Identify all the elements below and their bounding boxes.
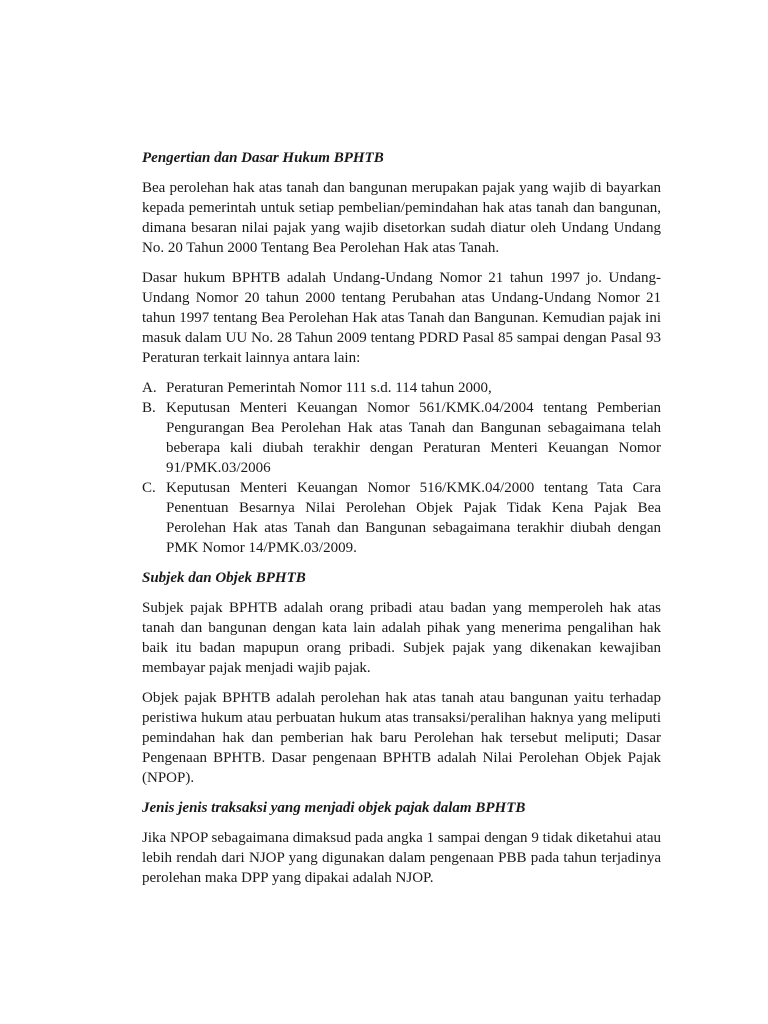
list-item	[142, 378, 661, 398]
list-item-text: Peraturan Pemerintah Nomor 111 s.d. 114 tahun 2000,	[166, 380, 492, 396]
paragraph-legal-basis: Dasar hukum BPHTB adalah Undang-Undang Nomor 21 tahun 1997 jo. Undang-Undang Nomor 20 tahun 2000 tentang Perubahan atas Undang-Undang Nomor 21 tahun 1997 tentang Bea Perolehan Hak atas Tanah dan Bangunan. Kemudian pajak ini masuk dalam UU No. 28 Tahun 2009 tentang PDRD Pasal 85 sampai dengan Pasal 93 Peraturan terkait lainnya antara lain:	[142, 270, 661, 366]
paragraph-objek: Objek pajak BPHTB adalah perolehan hak atas tanah atau bangunan yaitu terhadap peristiwa hukum atau perbuatan hukum atas transaksi/peralihan haknya yang meliputi pemindahan hak dan pemberian hak baru Perolehan hak tersebut meliputi; Dasar Pengenaan BPHTB. Dasar pengenaan BPHTB adalah Nilai Perolehan Objek Pajak (NPOP).	[142, 690, 661, 786]
list-item	[142, 398, 661, 478]
list-marker: B.	[142, 400, 156, 416]
paragraph-npop: Jika NPOP sebagaimana dimaksud pada angka 1 sampai dengan 9 tidak diketahui atau lebih rendah dari NJOP yang digunakan dalam pengenaan PBB pada tahun terjadinya perolehan maka DPP yang dipakai adalah NJOP.	[142, 830, 661, 886]
list-item-text: Keputusan Menteri Keuangan Nomor 561/KMK.04/2004 tentang Pemberian Pengurangan Bea Perolehan Hak atas Tanah dan Bangunan sebagaimana telah beberapa kali diubah terakhir dengan Peraturan Menteri Keuangan Nomor 91/PMK.03/2006	[166, 400, 661, 476]
regulation-list	[142, 378, 661, 558]
list-item-text: Keputusan Menteri Keuangan Nomor 516/KMK.04/2000 tentang Tata Cara Penentuan Besarnya Nilai Perolehan Objek Pajak Tidak Kena Pajak Bea Perolehan Hak atas Tanah dan Bangunan sebagaimana terakhir diubah dengan PMK Nomor 14/PMK.03/2009.	[166, 480, 661, 556]
section-heading-jenis-transaksi: Jenis jenis traksaksi yang menjadi objek pajak dalam BPHTB	[142, 800, 526, 816]
paragraph-subjek: Subjek pajak BPHTB adalah orang pribadi atau badan yang memperoleh hak atas tanah dan bangunan dengan kata lain adalah pihak yang menerima pengalihan hak baik itu badan mapupun orang pribadi. Subjek pajak yang dikenakan kewajiban membayar pajak menjadi wajib pajak.	[142, 600, 661, 676]
section-heading-subjek-objek: Subjek dan Objek BPHTB	[142, 570, 306, 586]
list-item	[142, 478, 661, 558]
list-marker: C.	[142, 480, 156, 496]
section-heading-pengertian: Pengertian dan Dasar Hukum BPHTB	[142, 150, 384, 166]
list-marker: A.	[142, 380, 157, 396]
paragraph-definition: Bea perolehan hak atas tanah dan bangunan merupakan pajak yang wajib di bayarkan kepada pemerintah untuk setiap pembelian/pemindahan hak atas tanah dan bangunan, dimana besaran nilai pajak yang wajib disetorkan sudah diatur oleh Undang Undang No. 20 Tahun 2000 Tentang Bea Perolehan Hak atas Tanah.	[142, 180, 661, 256]
